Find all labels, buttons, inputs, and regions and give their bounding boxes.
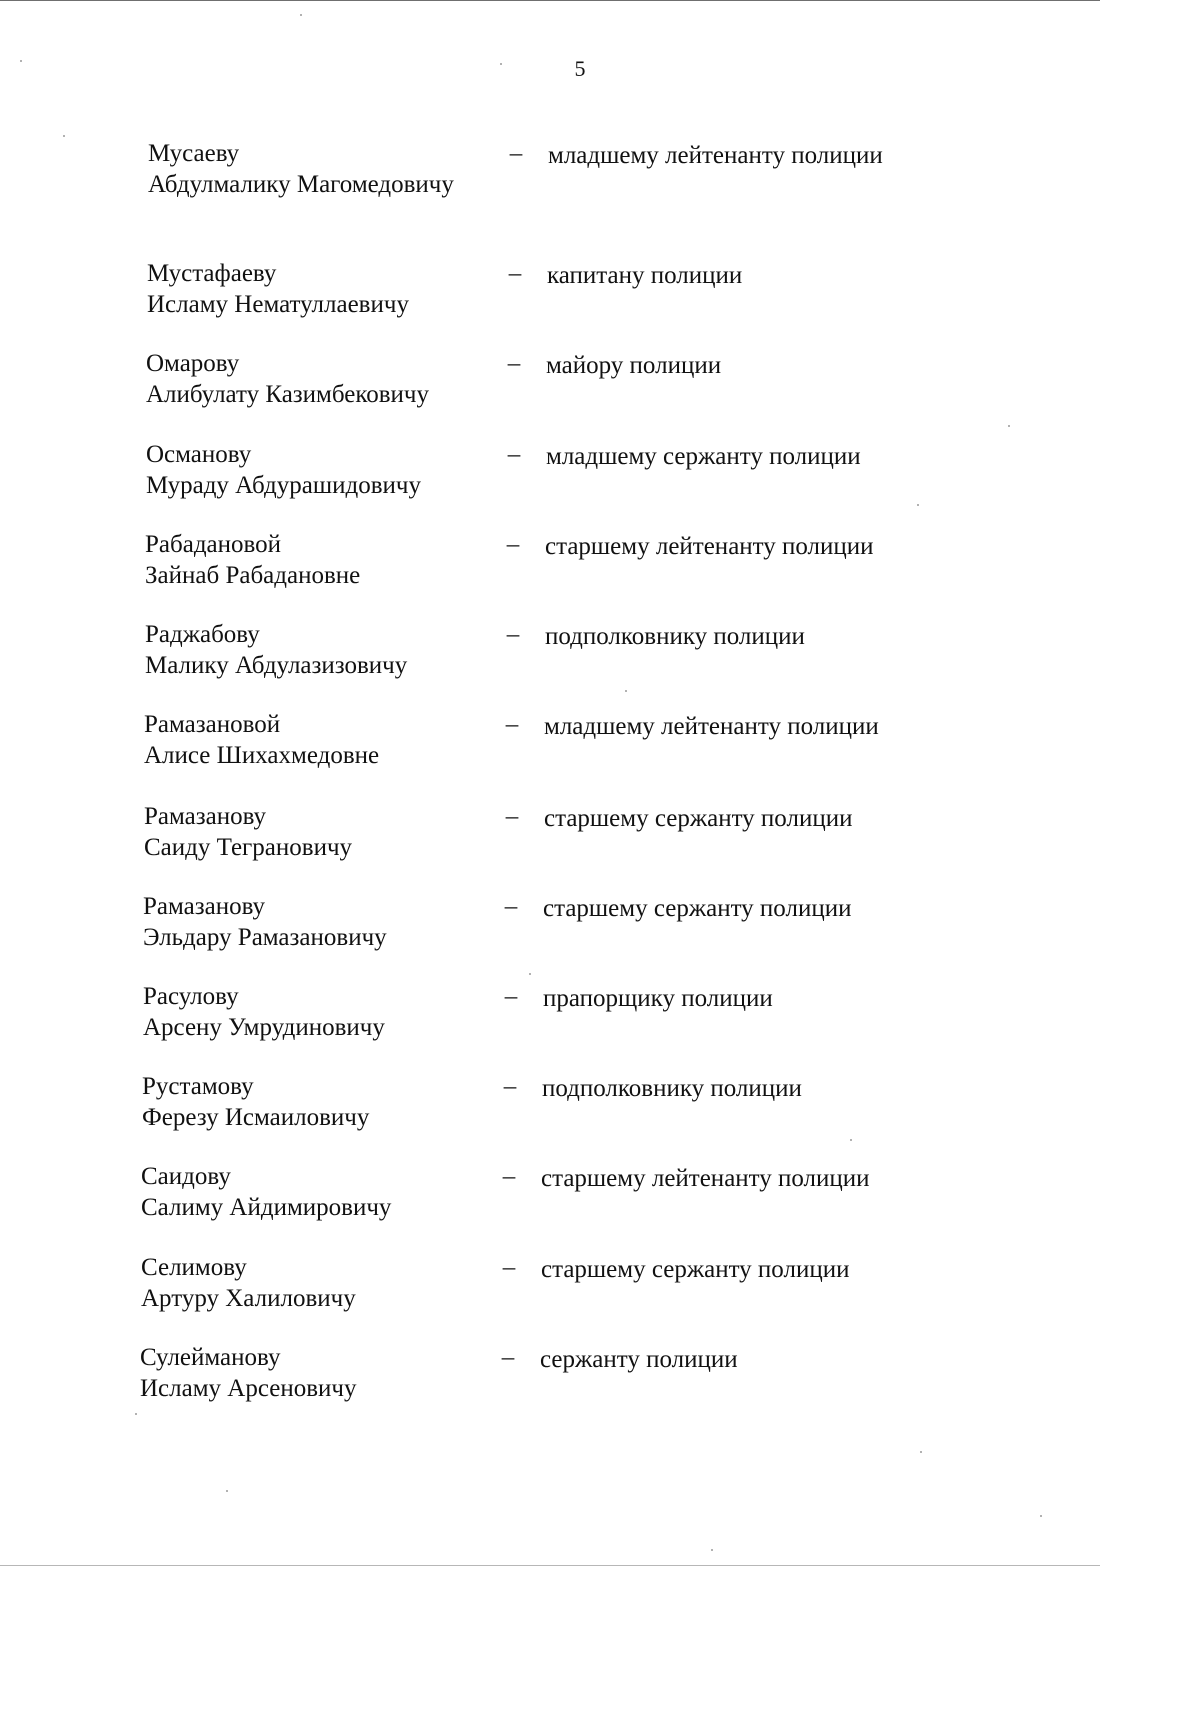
dash: – <box>501 1344 515 1371</box>
scan-speck <box>63 135 65 137</box>
rank: капитану полиции <box>547 262 743 289</box>
scan-speck <box>711 1549 713 1551</box>
rank: старшему сержанту полиции <box>543 895 852 922</box>
list-item <box>142 1071 1042 1141</box>
list-item <box>143 981 1043 1051</box>
dash: – <box>504 893 518 920</box>
dash: – <box>505 803 519 830</box>
dash: – <box>503 1073 517 1100</box>
dash: – <box>502 1163 516 1190</box>
scan-speck <box>20 60 22 62</box>
surname: Рабадановой <box>145 531 282 558</box>
dash: – <box>507 350 521 377</box>
surname: Расулову <box>143 983 239 1010</box>
person-name <box>144 801 494 863</box>
given-names: Артуру Халиловичу <box>141 1285 356 1312</box>
list-item <box>140 1342 1040 1412</box>
rank: сержанту полиции <box>540 1346 738 1373</box>
surname: Мустафаеву <box>147 260 277 287</box>
given-names: Малику Абдулазизовичу <box>145 652 408 679</box>
given-names: Исламу Нематуллаевичу <box>147 291 409 318</box>
list-item <box>141 1161 1041 1231</box>
person-name <box>141 1252 491 1314</box>
surname: Сулейманову <box>140 1344 281 1371</box>
person-name <box>145 619 495 681</box>
surname: Мусаеву <box>148 140 240 167</box>
surname: Раджабову <box>145 621 260 648</box>
rank: подполковнику полиции <box>545 623 805 650</box>
list-item <box>146 348 1046 418</box>
rank: младшему лейтенанту полиции <box>544 713 879 740</box>
rank: старшему сержанту полиции <box>544 805 853 832</box>
surname: Селимову <box>141 1254 247 1281</box>
scan-speck <box>500 63 502 65</box>
rank: младшему лейтенанту полиции <box>548 142 883 169</box>
person-name <box>147 258 497 320</box>
list-item <box>143 891 1043 961</box>
given-names: Абдулмалику Магомедовичу <box>148 171 454 198</box>
given-names: Мураду Абдурашидовичу <box>146 472 421 499</box>
page-number: 5 <box>574 56 586 81</box>
scan-speck <box>226 1490 228 1492</box>
surname: Рамазанову <box>144 803 267 830</box>
rank: старшему сержанту полиции <box>541 1256 850 1283</box>
person-name <box>146 439 496 501</box>
given-names: Эльдару Рамазановичу <box>143 924 387 951</box>
given-names: Арсену Умрудиновичу <box>143 1014 385 1041</box>
scan-speck <box>625 690 627 692</box>
rank: старшему лейтенанту полиции <box>541 1165 870 1192</box>
given-names: Исламу Арсеновичу <box>140 1375 357 1402</box>
person-name <box>148 138 498 200</box>
rank: подполковнику полиции <box>542 1075 802 1102</box>
list-item <box>144 801 1044 871</box>
dash: – <box>506 531 520 558</box>
person-name <box>143 891 493 953</box>
scan-speck <box>1008 425 1010 427</box>
person-name <box>143 981 493 1043</box>
scan-speck <box>917 504 919 506</box>
list-item <box>147 258 1047 328</box>
surname: Рамазановой <box>144 711 281 738</box>
list-item <box>145 529 1045 599</box>
scan-speck <box>135 1413 137 1415</box>
given-names: Саиду Теграновичу <box>144 834 353 861</box>
rank: младшему сержанту полиции <box>546 443 861 470</box>
list-item <box>148 138 1048 208</box>
scan-speck <box>850 1139 852 1141</box>
rank: майору полиции <box>546 352 722 379</box>
given-names: Алибулату Казимбековичу <box>146 381 429 408</box>
person-name <box>142 1071 492 1133</box>
scan-speck <box>1040 1515 1042 1517</box>
list-item <box>144 709 1044 779</box>
surname: Рамазанову <box>143 893 266 920</box>
scan-speck <box>920 1451 922 1453</box>
list-item <box>145 619 1045 689</box>
given-names: Ферезу Исмаиловичу <box>142 1104 370 1131</box>
given-names: Алисе Шихахмедовне <box>144 742 380 769</box>
person-name <box>140 1342 490 1404</box>
person-name <box>141 1161 491 1223</box>
surname: Османову <box>146 441 252 468</box>
list-item <box>141 1252 1041 1322</box>
rank: старшему лейтенанту полиции <box>545 533 874 560</box>
given-names: Салиму Айдимировичу <box>141 1194 392 1221</box>
rank: прапорщику полиции <box>543 985 773 1012</box>
dash: – <box>507 441 521 468</box>
surname: Рустамову <box>142 1073 254 1100</box>
scan-speck <box>300 14 302 16</box>
surname: Саидову <box>141 1163 231 1190</box>
dash: – <box>505 711 519 738</box>
dash: – <box>504 983 518 1010</box>
dash: – <box>502 1254 516 1281</box>
dash: – <box>509 140 523 167</box>
given-names: Зайнаб Рабадановне <box>145 562 361 589</box>
list-item <box>146 439 1046 509</box>
person-name <box>144 709 494 771</box>
dash: – <box>508 260 522 287</box>
dash: – <box>506 621 520 648</box>
scan-speck <box>529 973 531 975</box>
person-name <box>146 348 496 410</box>
person-name <box>145 529 495 591</box>
surname: Омарову <box>146 350 240 377</box>
